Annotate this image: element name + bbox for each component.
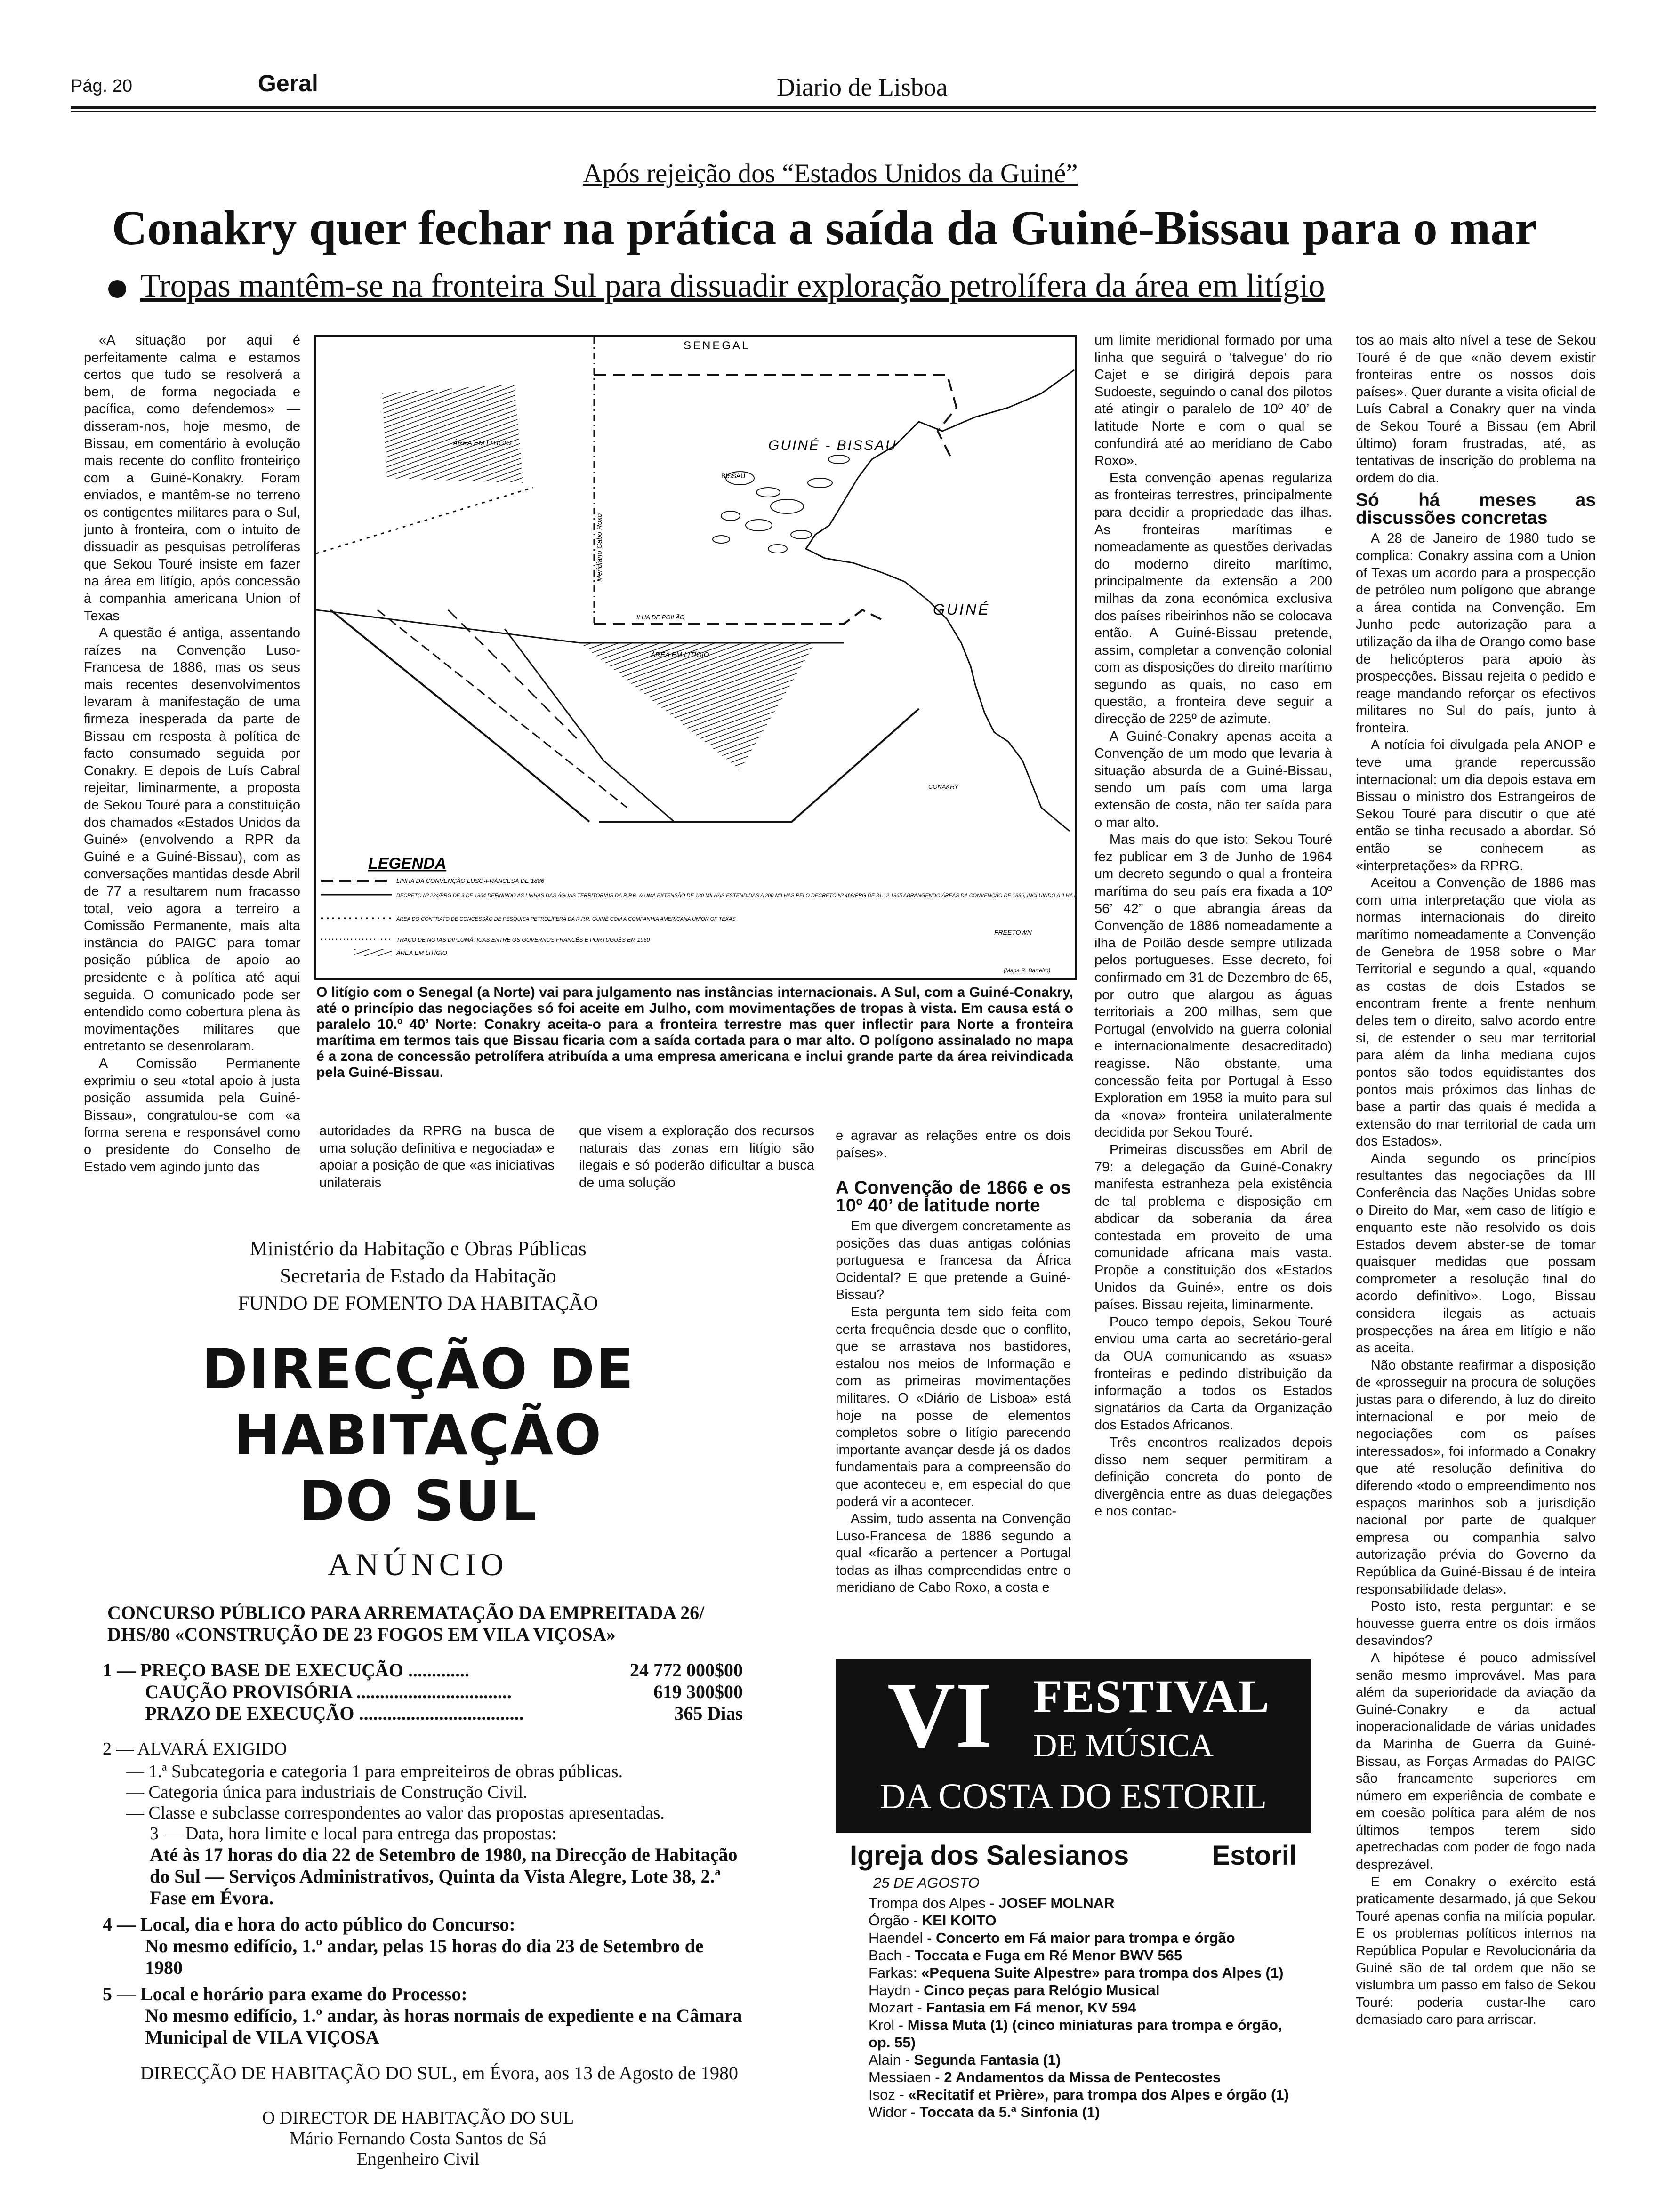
header-rule <box>71 106 1596 109</box>
paragraph: Posto isto, resta perguntar: e se houvesse guerra entre os dois irmãos desavindos? <box>1356 1599 1596 1649</box>
program-work: 2 Andamentos da Missa de Pentecostes <box>944 2069 1221 2085</box>
ad-item-2c: — Classe e subclasse correspondentes ao valor das propostas apresentadas. <box>126 1803 665 1823</box>
program-item <box>869 1999 1302 2016</box>
program-work: JOSEF MOLNAR <box>998 1895 1115 1911</box>
paragraph: A notícia foi divulgada pela ANOP e teve uma grande repercussão internacional: um dia depois estava em Bissau o ministro dos Estrangeiros de Sekou Touré para discutir o que até então se tinha recusado a abordar. Só então se conhecem as «interpretações» da RPRG. <box>1356 737 1596 874</box>
ad-signature-name: Mário Fernando Costa Santos de Sá <box>290 2129 547 2148</box>
program-item <box>869 2103 1302 2121</box>
ad-secretariat: Secretaria de Estado da Habitação <box>280 1265 556 1287</box>
map-label-meridiano: Meridiano Cabo Roxo <box>595 513 603 582</box>
ad-item-5b: No mesmo edifício, 1.º andar, às horas normais de expediente e na Câmara Municipal de VILA VIÇOSA <box>145 2005 742 2048</box>
ad-closing: DIRECÇÃO DE HABITAÇÃO DO SUL, em Évora, aos 13 de Agosto de 1980 <box>140 2062 739 2084</box>
program-work: Missa Muta (1) (cinco miniaturas para trompa e órgão, op. 55) <box>869 2017 1282 2051</box>
page-header <box>71 70 1596 103</box>
program-work: KEI KOITO <box>922 1912 997 1929</box>
paragraph: Ainda segundo os princípios resultantes das negociações da III Conferência das Nações Unidas sobre o Direito do Mar, «em caso de litígio e enquanto este não resolvido os dois Estados devem abster-se de tomar quaisquer medidas que possam comprometer a resolução final do acordo definitivo». Logo, Bissau considera ilegais as actuais prospecções na área em litígio e não as aceita. <box>1356 1151 1596 1356</box>
map-credit: (Mapa R. Barreiro) <box>1004 967 1051 974</box>
subhead <box>108 267 1577 305</box>
ad-signature-role: Engenheiro Civil <box>356 2149 480 2169</box>
ad-item-5: 5 — Local e horário para exame do Processo: <box>103 1983 467 2004</box>
map-label-bissau: BISSAU <box>721 472 746 480</box>
ad-label: PRAZO DE EXECUÇÃO ................................... <box>145 1703 524 1724</box>
kicker: Após rejeição dos “Estados Unidos da Guiné” <box>583 159 1078 188</box>
program-composer: Widor - <box>869 2104 920 2120</box>
program-work: «Pequena Suite Alpestre» para trompa dos Alpes (1) <box>921 1964 1284 1981</box>
ad-item-4b: No mesmo edifício, 1.º andar, pelas 15 horas do dia 23 de Setembro de 1980 <box>145 1935 704 1978</box>
paragraph: Mas mais do que isto: Sekou Touré fez publicar em 3 de Junho de 1964 um decreto segundo o qual a fronteira marítima do seu país era fixada a 10º 56’ 42” o que abrangia áreas da Convenção de 1886 nomeadamente a ilha de Poilão desde sempre utilizada pelos portugueses. Esse decreto, foi confirmado em 31 de Dezembro de 65, por outro que alargou as águas territoriais a 200 milhas, sem que Portugal (envolvido na guerra colonial e internacionalmente desacreditado) reagisse. Não obstante, uma concessão feita por Portugal à Esso Exploration em 1958 ia muito para sul da «nova» fronteira unilateralmente decidida por Sekou Touré. <box>1094 832 1332 1140</box>
festival-banner <box>836 1659 1311 1833</box>
program-composer: Mozart - <box>869 1999 926 2016</box>
paragraph: Pouco tempo depois, Sekou Touré enviou uma carta ao secretário-geral da OUA comunicando as «suas» fronteiras e pedindo distribuição da informação a todos os Estados signatários da Carta da Organização dos Estados Africanos. <box>1094 1314 1332 1433</box>
map-figure <box>314 335 1077 980</box>
map-svg <box>316 337 1075 978</box>
ad-value: 619 300$00 <box>653 1681 743 1702</box>
paragraph: «A situação por aqui é perfeitamente calma e estamos certos que tudo se resolverá a bem, de forma negociada e pacífica, como defendemos» — disseram-nos, hoje mesmo, de Bissau, em comentário à evolução mais recente do conflito fronteiriço com a Guiné-Konakry. Foram enviados, e mantêm-se no terreno os contigentes militares para o Sul, junto à fronteira, com o intuito de dissuadir as pesquisas petrolíferas que Sekou Touré insiste em fazer na área em litígio, após concessão à companhia americana Union of Texas <box>84 333 300 624</box>
map-caption: O litígio com o Senegal (a Norte) vai para julgamento nas instâncias internacionais. A Sul, com a Guiné-Conakry, até o princípio das negociações só foi aceite em Julho, com movimentações de tropas à vista. Em causa está o paralelo 10.º 40’ Norte: Conakry aceita-o para a fronteira terrestre mas quer inflectir para Norte a fronteira marítima em termos tais que Bissau ficaria com a saída cortada para o mar alto. O polígono assinalado no mapa é a zona de concessão petrolífera atribuída a uma empresa americana e inclui grande parte da área reivindicada pela Guiné-Bissau. <box>316 985 1073 1080</box>
program-composer: Farkas: <box>869 1964 921 1981</box>
paragraph: Esta pergunta tem sido feita com certa frequência desde que o conflito, que se arrastava nos bastidores, estalou nos meios de Informação e com as primeiras movimentações militares. O «Diário de Lisboa» está hoje na posse de elementos completos sobre o litígio parecendo importante avançar desde já os dados fundamentais para a compreensão do que aconteceu e, em especial do que poderá vir a acontecer. <box>836 1304 1071 1509</box>
paragraph: Assim, tudo assenta na Convenção Luso-Francesa de 1886 segundo a qual «ficarão a pertencer a Portugal todas as ilhas compreendidas entre o meridiano de Cabo Roxo, a costa e <box>836 1511 1071 1595</box>
bullet-icon <box>108 280 126 298</box>
map-label-senegal: SENEGAL <box>684 339 750 352</box>
legend-item: TRAÇO DE NOTAS DIPLOMÁTICAS ENTRE OS GOVERNOS FRANCÊS E PORTUGUÊS EM 1960 <box>396 937 650 943</box>
subhead-text: Tropas mantêm-se na fronteira Sul para dissuadir exploração petrolífera da área em litígio <box>140 268 1325 304</box>
article-column-4 <box>836 1174 1071 1647</box>
program-composer: Krol - <box>869 2017 908 2033</box>
paragraph: autoridades da RPRG na busca de uma solução definitiva e negociada» e apoiar a posição de que «as iniciativas unilaterais <box>319 1123 555 1190</box>
map-label-area-litigio-2: ÁREA EM LITÍGIO <box>651 651 709 659</box>
program-work: Toccata da 5.ª Sinfonia (1) <box>919 2104 1100 2120</box>
legend-item: LINHA DA CONVENÇÃO LUSO-FRANCESA DE 1886 <box>396 877 545 884</box>
program-work: Toccata e Fuga em Ré Menor BWV 565 <box>915 1947 1182 1964</box>
program-composer: Trompa dos Alpes - <box>869 1895 999 1911</box>
ad-line <box>103 1703 743 1724</box>
ad-item-2b: — Categoria única para industriais de Construção Civil. <box>126 1782 528 1802</box>
paragraph: A 28 de Janeiro de 1980 tudo se complica: Conakry assina com a Union of Texas um acordo para a prospecção de petróleo num polígono que abrange a área contida na Convenção. Em Junho pede autorização para a utilização da ilha de Orango como base de helicópteros para apoio às prospecções. Bissau rejeita o pedido e reage mandando reforçar os efectivos militares no Sul do país, junto à fronteira. <box>1356 531 1596 736</box>
section-name: Geral <box>258 70 318 96</box>
program-item <box>869 2016 1302 2051</box>
ad-line <box>103 1681 743 1703</box>
map-label-freetown: FREETOWN <box>994 929 1032 936</box>
program-item <box>869 1912 1302 1929</box>
article-column-1 <box>84 332 300 1191</box>
festival-venue: Igreja dos Salesianos <box>850 1840 1129 1871</box>
festival-ad <box>836 1659 1311 2212</box>
paragraph: A questão é antiga, assentando raízes na Convenção Luso-Francesa de 1886, mas os seus mais recentes desenvolvimentos levaram à manifestação de uma firmeza inesperada da parte de Bissau em resposta à política de facto consumado seguida por Conakry. E depois de Luís Cabral rejeitar, liminarmente, a proposta de Sekou Touré para a constituição dos chamados «Estados Unidos da Guiné» (envolvendo a RPR da Guiné e a Guiné-Bissau), com as conversações mantidas desde Abril de 77 a resultarem num fracasso total, veio agora a terreiro a Comissão Permanente, mais alta instância do PAIGC para tomar posição pública de apoio ao presidente e à política até aqui seguida. O comunicado pode ser entendido como cobertura plena às movimentações militares que entretanto se desenrolaram. <box>84 625 300 1054</box>
paragraph: Esta convenção apenas regulariza as fronteiras terrestres, principalmente para decidir a propriedade das ilhas. As fronteiras marítimas e nomeadamente as questões derivadas do moderno direito marítimo, principalmente da extensão a 200 milhas da zona económica exclusiva dos países ribeirinhos não se colocava então. A Guiné-Bissau pretende, assim, completar a convenção colonial com as disposições do direito marítimo segundo as quais, no caso em questão, a fronteira deve seguir a direcção de 225º de azimute. <box>1094 470 1332 727</box>
ad-ministry: Ministério da Habitação e Obras Públicas <box>249 1238 587 1260</box>
legend-item: ÁREA DO CONTRATO DE CONCESSÃO DE PESQUISA PETROLÍFERA DA R.P.R. GUINÉ COM A COMPANHIA AMERICANA UNION OF TEXAS <box>396 916 736 922</box>
article-column-5 <box>1094 332 1332 1647</box>
area-litigio-south <box>580 643 815 770</box>
festival-program-list <box>836 1894 1311 2121</box>
paragraph: e agravar as relações entre os dois países». <box>836 1128 1071 1161</box>
paragraph: Em que divergem concretamente as posições das duas antigas colónias portuguesa e francesa da África Ocidental? E que pretende a Guiné-Bissau? <box>836 1218 1071 1303</box>
ad-anuncio: ANÚNCIO <box>328 1547 508 1582</box>
area-litigio-north <box>382 384 523 483</box>
program-composer: Messiaen - <box>869 2069 944 2085</box>
paragraph: Primeiras discussões em Abril de 79: a delegação da Guiné-Conakry manifesta estranheza pela existência de tal problema e disposição em abdicar da soberania da área contestada em proveito de uma comunidade africana mais vasta. Propõe a constituição dos «Estados Unidos da Guiné», entre os dois países. Bissau rejeita, liminarmente. <box>1094 1142 1332 1313</box>
festival-town: Estoril <box>1212 1840 1297 1871</box>
festival-subtitle: DE MÚSICA <box>1033 1728 1214 1764</box>
map-label-conakry: CONAKRY <box>928 783 958 790</box>
legend-item: DECRETO Nº 224/PRG DE 3 DE 1964 DEFININDO AS LINHAS DAS ÁGUAS TERRITORIAIS DA R.P.R. & UMA EXTENSÃO DE 130 MILHAS ESTENDIDAS A 200 MILHAS PELO DECRETO Nº 468/PRG DE 31.12.1965 ABRANGENDO ÁREAS DA CONVENÇÃO DE 1886, INCLUINDO A ILHA DE POILÃO <box>396 893 1075 898</box>
islands <box>713 455 849 553</box>
ad-item-1 <box>103 1659 743 1724</box>
program-work: Segunda Fantasia (1) <box>914 2052 1061 2068</box>
ad-item-3: 3 — Data, hora limite e local para entrega das propostas: <box>150 1824 557 1843</box>
program-work: Fantasia em Fá menor, KV 594 <box>926 1999 1136 2016</box>
paragraph: tos ao mais alto nível a tese de Sekou Touré é de que «não devem existir fronteiras entre os nossos dois países». Quer durante a visita oficial de Luís Cabral a Conakry quer na vinda de Sekou Touré a Bissau (em Abril último) foram frustradas, até, as tentativas de inscrição do problema na ordem do dia. <box>1356 333 1596 486</box>
page-number: Pág. 20 <box>71 76 132 96</box>
paragraph: A hipótese é pouco admissível senão mesmo improvável. Mas para além da superioridade da aviação da Guiné-Conakry e da actual inoperacionalidade de várias unidades da Marinha de Guerra da Guiné-Bissau, as Forças Armadas do PAIGC são francamente superiores em número em experiência de combate e em coesão política para além de nos últimos tempos terem sido apetrechadas com poder de fogo nada desprezável. <box>1356 1650 1596 1873</box>
paragraph: E em Conakry o exército está praticamente desarmado, já que Sekou Touré apenas confia na milícia popular. E os problemas políticos internos na República Popular e Revolucionária da Guiné são de tal ordem que não se vislumbra um passo em falso de Sekou Touré: poderia custar-lhe caro demasiado caro para arriscar. <box>1356 1874 1596 2028</box>
program-item <box>869 1964 1302 1981</box>
program-item <box>869 2086 1302 2103</box>
paragraph: Não obstante reafirmar a disposição de «prosseguir na procura de soluções justas para o diferendo, à luz do direito internacional e por meio de negociações com os países interessados», foi informado a Conakry que até resolução definitiva do diferendo «todo o empreendimento nos espaços marinhos sob a jurisdição nacional por parte de qualquer empresa ou companhia salvo autorização prévia do Governo da República da Guiné-Bissau é de inteira responsabilidade delas». <box>1356 1357 1596 1597</box>
concession-polygon <box>316 610 844 643</box>
classified-ad <box>65 1212 771 2169</box>
legend <box>321 877 1075 956</box>
subheading: A Convenção de 1866 e os 10º 40’ de latitude norte <box>836 1178 1071 1216</box>
festival-region: DA COSTA DO ESTORIL <box>879 1777 1267 1816</box>
article-column-4-top <box>836 1127 1071 1165</box>
ad-title-2: DO SUL <box>298 1468 538 1533</box>
ad-fund: FUNDO DE FOMENTO DA HABITAÇÃO <box>238 1292 598 1314</box>
article-column-2 <box>319 1122 555 1191</box>
legend-title: LEGENDA <box>368 855 447 873</box>
program-work: «Recitatif et Prière», para trompa dos Alpes e órgão (1) <box>908 2086 1289 2103</box>
legend-item: ÁREA EM LITÍGIO <box>396 949 447 956</box>
program-composer: Haendel - <box>869 1930 936 1946</box>
ad-value: 24 772 000$00 <box>630 1659 743 1681</box>
program-item <box>869 1894 1302 1912</box>
paragraph: A Guiné-Conakry apenas aceita a Convenção de um modo que levaria à situação absurda de a Guiné-Bissau, sendo um país com uma larga extensão de costa, não ter saída para o mar alto. <box>1094 729 1332 830</box>
ad-item-2a: — 1.ª Subcategoria e categoria 1 para empreiteiros de obras públicas. <box>126 1762 623 1781</box>
program-composer: Alain - <box>869 2052 914 2068</box>
ad-label: 1 — PREÇO BASE DE EXECUÇÃO ............. <box>103 1659 469 1681</box>
subheading: Só há meses as discussões concretas <box>1356 490 1596 529</box>
headline: Conakry quer fechar na prática a saída da Guiné-Bissau para o mar <box>112 201 1537 255</box>
paragraph: Três encontros realizados depois disso nem sequer permitiram a definição concreta do ponto de divergência entre as duas delegações e nos contac- <box>1094 1435 1332 1519</box>
festival-roman: VI <box>887 1663 992 1767</box>
ad-value: 365 Dias <box>674 1703 743 1724</box>
program-item <box>869 1947 1302 1964</box>
header-rule-thin <box>71 111 1596 112</box>
map-label-guine: GUINÉ <box>933 601 990 618</box>
paragraph: Aceitou a Convenção de 1886 mas com uma interpretação que viola as normas internacionais do direito marítimo nomeadamente a Convenção de Genebra de 1958 sobre o Mar Territorial e segundo a qual, «quando as costas de dois Estados se encontram frente a frente nenhum deles tem o direito, salvo acordo entre si, de estender o seu mar territorial para além da linha mediana cujos pontos são todos equidistantes dos pontos mais próximos das linhas de base a partir das quais é medida a extensão do mar territorial de cada um dos Estados». <box>1356 875 1596 1149</box>
program-composer: Isoz - <box>869 2086 909 2103</box>
paragraph: A Comissão Permanente exprimiu o seu «total apoio à justa posição assumida pela Guiné-Bissau», congratulou-se com «a forma serena e responsável como o presidente do Conselho de Estado vem agindo junto das <box>84 1056 300 1175</box>
ad-signature-title: O DIRECTOR DE HABITAÇÃO DO SUL <box>262 2108 574 2128</box>
map-label-guine-bissau: GUINÉ - BISSAU <box>768 438 897 453</box>
program-composer: Órgão - <box>869 1912 922 1929</box>
program-composer: Bach - <box>869 1947 915 1964</box>
paragraph: que visem a exploração dos recursos naturais das zonas em litígio são ilegais e só poderão dificultar a busca de uma solução <box>579 1123 814 1190</box>
ad-title-1: DIRECÇÃO DE HABITAÇÃO <box>201 1337 635 1467</box>
map-label-area-litigio-1: ÁREA EM LITÍGIO <box>453 439 512 447</box>
program-composer: Haydn - <box>869 1982 924 1998</box>
program-work: Cinco peças para Relógio Musical <box>924 1982 1160 1998</box>
festival-title: FESTIVAL <box>1033 1670 1271 1723</box>
festival-venue-line <box>836 1840 1311 1871</box>
article-column-3 <box>579 1122 814 1191</box>
masthead: Diario de Lisboa <box>777 73 948 101</box>
program-work: Concerto em Fá maior para trompa e órgão <box>936 1930 1235 1946</box>
festival-program <box>836 1840 1311 2121</box>
festival-date: 25 DE AGOSTO <box>873 1875 980 1891</box>
ad-label: CAUÇÃO PROVISÓRIA ................................. <box>145 1681 512 1702</box>
map-label-ilha-poilao: ILHA DE POILÃO <box>636 614 685 621</box>
paragraph: um limite meridional formado por uma linha que seguirá o ‘talvegue’ do rio Cajet e se dirigirá depois para Sudoeste, seguindo o canal dos pilotos até atingir o paralelo de 10º 40’ de latitude Norte e com o qual se confundirá até ao meridiano de Cabo Roxo». <box>1094 333 1332 469</box>
ad-line <box>103 1659 743 1681</box>
program-item <box>869 1929 1302 1947</box>
program-item <box>869 2068 1302 2086</box>
ad-item-3b: Até às 17 horas do dia 22 de Setembro de 1980, na Direcção de Habitação do Sul — Serviços Administrativos, Quinta da Vista Alegre, Lote 38, 2.ª Fase em Évora. <box>150 1844 738 1908</box>
ad-concurso: CONCURSO PÚBLICO PARA ARREMATAÇÃO DA EMPREITADA 26/ DHS/80 «CONSTRUÇÃO DE 23 FOGOS EM VILA VIÇOSA» <box>107 1602 705 1645</box>
ad-item-4: 4 — Local, dia e hora do acto público do Concurso: <box>103 1914 515 1935</box>
article-column-6 <box>1356 332 1596 2207</box>
program-item <box>869 2051 1302 2068</box>
program-item <box>869 1981 1302 1999</box>
ad-item-2: 2 — ALVARÁ EXIGIDO <box>103 1739 287 1759</box>
